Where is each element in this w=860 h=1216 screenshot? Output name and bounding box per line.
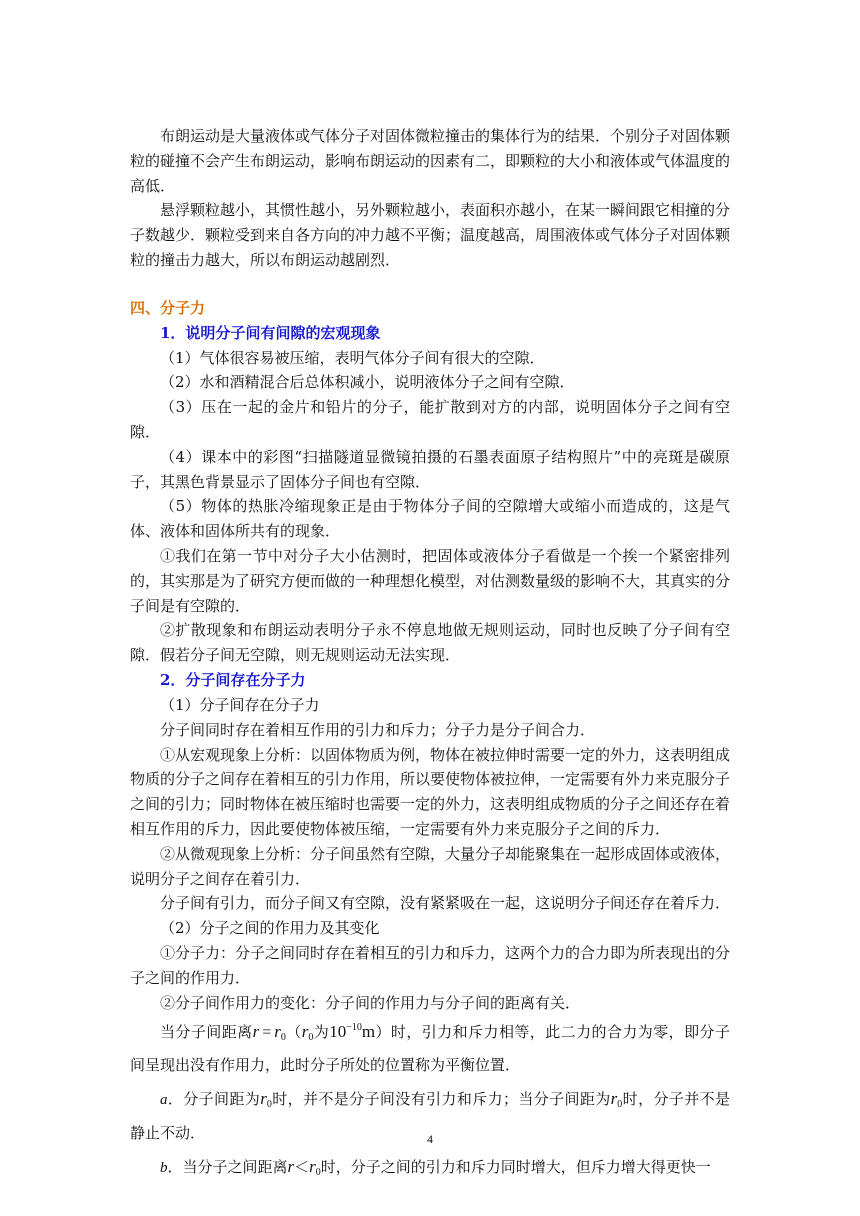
intro-paragraph-1: 布朗运动是大量液体或气体分子对固体微粒撞击的集体行为的结果．个别分子对固体颗粒的碰撞不会产生布朗运动，影响布朗运动的因素有二，即颗粒的大小和液体或气体温度的高低． bbox=[130, 127, 731, 195]
page-number: 4 bbox=[427, 1132, 433, 1146]
force-item-8: ②分子间作用力的变化：分子间的作用力与分子间的距离有关． bbox=[160, 993, 581, 1012]
unit-m: m bbox=[361, 1022, 376, 1042]
eq-text-a: 当分子间距离 bbox=[160, 1023, 253, 1042]
page-content bbox=[130, 124, 730, 1185]
gap-item-4: （4）课本中的彩图“扫描隧道显微镜拍摄的石墨表面原子结构照片”中的亮斑是碳原子，其黑色背景显示了固体分子间也有空隙． bbox=[130, 447, 730, 491]
var-r: r bbox=[252, 1022, 260, 1042]
var-r0: $r_0$ bbox=[274, 1022, 286, 1044]
var-r-b: r bbox=[287, 1157, 295, 1177]
gap-item-1: （1）气体很容易被压缩，表明气体分子间有很大的空隙． bbox=[160, 348, 545, 367]
gap-item-2: （2）水和酒精混合后总体积减小，说明液体分子之间有空隙． bbox=[160, 373, 575, 392]
point-a-letter: a bbox=[160, 1092, 168, 1109]
eq-text-b: ）时，引力和斥力相等，此二力的合力为零，即分子间呈现出没有作用力，此时分子所处的位置称为平衡位置． bbox=[130, 1023, 730, 1075]
var-r0-b1: $r_0$ bbox=[309, 1157, 321, 1179]
force-item-4: ②从微观现象上分析：分子间虽然有空隙，大量分子却能聚集在一起形成固体或液体，说明分子之间存在着引力． bbox=[130, 844, 731, 888]
point-a-paragraph: a．分子间距为$r_0$时，并不是分子间没有引力和斥力；当分子间距为$r_0$时，分子并不是静止不动． bbox=[130, 1089, 730, 1143]
intro-paragraph-2: 悬浮颗粒越小，其惯性越小，另外颗粒越小，表面积亦越小，在某一瞬间跟它相撞的分子数越少．颗粒受到来自各方向的冲力越不平衡；温度越高，周围液体或气体分子对固体颗粒的撞击力越大，所以布朗运动越剧烈． bbox=[130, 201, 731, 269]
force-item-6: （2）分子之间的作用力及其变化 bbox=[160, 919, 380, 938]
text-wei: 为 bbox=[313, 1023, 330, 1042]
less-than-sign: ＜ bbox=[294, 1158, 310, 1177]
force-item-1: （1）分子间存在分子力 bbox=[160, 695, 320, 714]
var-r0-b: $r_0$ bbox=[301, 1022, 314, 1044]
power-of-ten: $10^{-10}$ bbox=[329, 1022, 362, 1042]
paren-open: （ bbox=[285, 1023, 302, 1042]
force-item-2: 分子间同时存在着相互作用的引力和斥力；分子力是分子间合力． bbox=[160, 720, 596, 739]
var-r0-a2: $r_0$ bbox=[610, 1089, 623, 1111]
equals-sign: = bbox=[262, 1024, 272, 1042]
section-heading-molecular-force: 四、分子力 bbox=[130, 298, 206, 317]
gap-note-1: ①我们在第一节中对分子大小估测时，把固体或液体分子看做是一个挨一个紧密排列的，其实那是为了研究方便而做的一种理想化模型，对估测数量级的影响不大，其真实的分子间是有空隙的． bbox=[130, 546, 731, 615]
subsection-heading-gaps: 1．说明分子间有间隙的宏观现象 bbox=[160, 323, 381, 342]
point-b-letter: b bbox=[160, 1160, 168, 1177]
section-spacer bbox=[130, 273, 730, 296]
subsection-heading-force: 2．分子间存在分子力 bbox=[160, 670, 306, 689]
force-item-7: ①分子力：分子之间同时存在着相互的引力和斥力，这两个力的合力即为所表现出的分子之间的作用力． bbox=[130, 943, 731, 987]
gap-note-2: ②扩散现象和布朗运动表明分子永不停息地做无规则运动，同时也反映了分子间有空隙．假若分子间无空隙，则无规则运动无法实现． bbox=[130, 621, 730, 665]
force-item-5: 分子间有引力，而分子间又有空隙，没有紧紧吸在一起，这说明分子间还存在着斥力． bbox=[160, 894, 731, 913]
force-item-3: ①从宏观现象上分析：以固体物质为例，物体在被拉伸时需要一定的外力，这表明组成物质的分子之间存在着相互的引力作用，所以要使物体被拉伸，一定需要有外力来克服分子之间的引力；同时物体在被压缩时也需要一定的外力，这表明组成物质的分子之间还存在着相互作用的斥力，因此要使物体被压缩，一定需要有外力来克服分子之间的斥力． bbox=[130, 745, 731, 838]
var-r0-a1: $r_0$ bbox=[260, 1089, 272, 1111]
point-b-paragraph: b．当分子之间距离$r<r_0$时，分子之间的引力和斥力同时增大，但斥力增大得更快一 bbox=[160, 1157, 711, 1179]
gap-item-5: （5）物体的热胀冷缩现象正是由于物体分子间的空隙增大或缩小而造成的，这是气体、液体和固体所共有的现象． bbox=[130, 497, 730, 541]
equilibrium-paragraph bbox=[130, 1015, 730, 1082]
gap-item-3: （3）压在一起的金片和铅片的分子，能扩散到对方的内部，说明固体分子之间有空隙． bbox=[130, 398, 730, 441]
